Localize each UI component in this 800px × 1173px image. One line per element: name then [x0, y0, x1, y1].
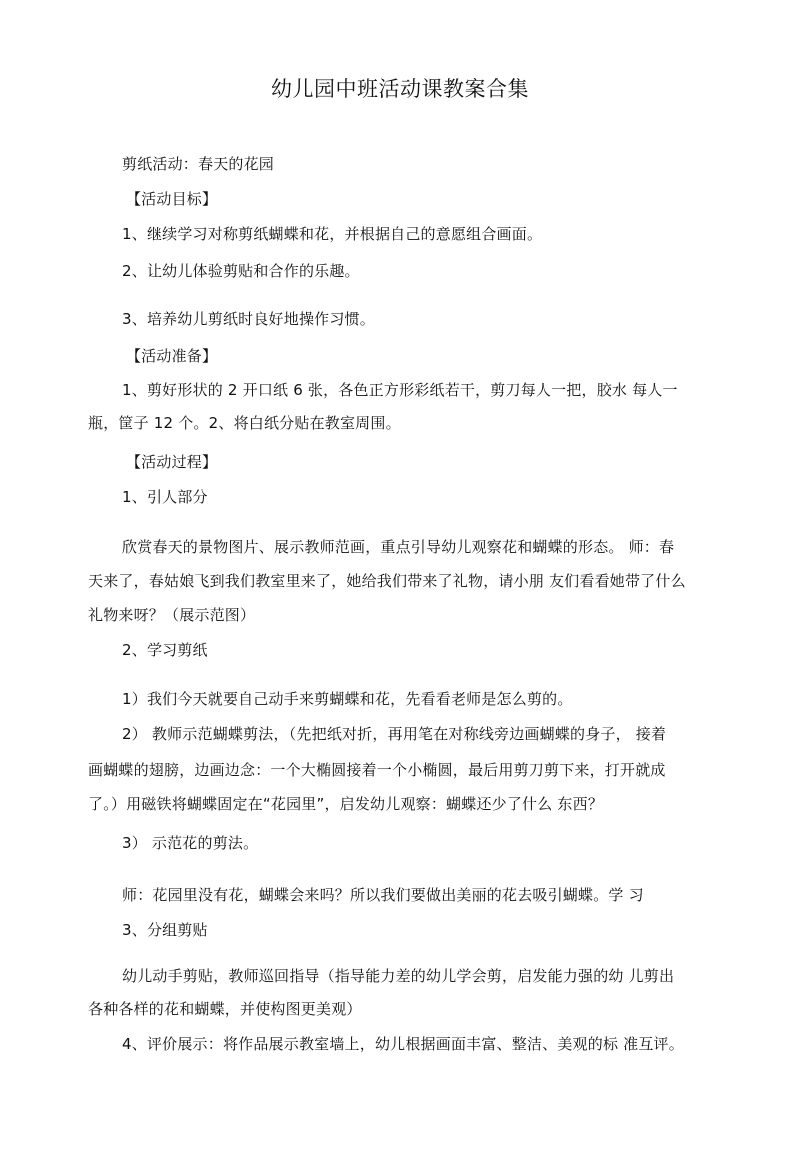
step-heading: 1、引人部分	[122, 488, 208, 506]
activity-title: 剪纸活动：春天的花园	[122, 155, 275, 173]
goal-item: 2、让幼儿体验剪贴和合作的乐趣。	[122, 262, 360, 280]
sub-step: 3） 示范花的剪法。	[122, 834, 259, 852]
group-paragraph-line: 各种各样的花和蝴蝶，并使构图更美观）	[88, 1000, 362, 1018]
intro-paragraph-line: 礼物来呀？（展示范图）	[88, 606, 256, 624]
step-heading: 2、学习剪纸	[122, 641, 208, 659]
sub-step: 1）我们今天就要自己动手来剪蝴蝶和花，先看看老师是怎么剪的。	[122, 690, 573, 708]
group-paragraph-line: 幼儿动手剪贴，教师巡回指导（指导能力差的幼儿学会剪，启发能力强的幼 儿剪出	[122, 967, 675, 985]
sub-step-line: 2） 教师示范蝴蝶剪法，（先把纸对折，再用笔在对称线旁边画蝴蝶的身子， 接着	[122, 725, 667, 743]
goal-item: 1、继续学习对称剪纸蝴蝶和花，并根据自己的意愿组合画面。	[122, 225, 543, 243]
document-title: 幼儿园中班活动课教案合集	[271, 77, 529, 101]
goal-item: 3、培养幼儿剪纸时良好地操作习惯。	[122, 310, 375, 328]
sub-step-line: 了。）用磁铁将蝴蝶固定在“花园里”，启发幼儿观察：蝴蝶还少了什么 东西？	[88, 795, 604, 813]
prep-paragraph-line: 瓶，筐子 12 个。2、将白纸分贴在教室周围。	[88, 414, 401, 432]
intro-paragraph-line: 天来了，春姑娘飞到我们教室里来了，她给我们带来了礼物，请小朋 友们看看她带了什么	[88, 572, 686, 590]
section-heading-goals: 【活动目标】	[126, 190, 218, 208]
intro-paragraph-line: 欣赏春天的景物图片、展示教师范画，重点引导幼儿观察花和蝴蝶的形态。 师：春	[122, 538, 675, 556]
section-heading-prep: 【活动准备】	[126, 347, 218, 365]
teacher-line: 师：花园里没有花，蝴蝶会来吗？所以我们要做出美丽的花去吸引蝴蝶。学 习	[122, 886, 644, 904]
step-heading: 3、分组剪贴	[122, 921, 208, 939]
prep-paragraph-line: 1、剪好形状的 2 开口纸 6 张，各色正方形彩纸若干，剪刀每人一把，胶水 每人一	[122, 381, 678, 399]
step-heading: 4、评价展示：将作品展示教室墙上，幼儿根据画面丰富、整洁、美观的标 准互评。	[122, 1035, 684, 1053]
section-heading-process: 【活动过程】	[126, 453, 218, 471]
sub-step-line: 画蝴蝶的翅膀，边画边念：一个大椭圆接着一个小椭圆，最后用剪刀剪下来，打开就成	[88, 761, 666, 779]
